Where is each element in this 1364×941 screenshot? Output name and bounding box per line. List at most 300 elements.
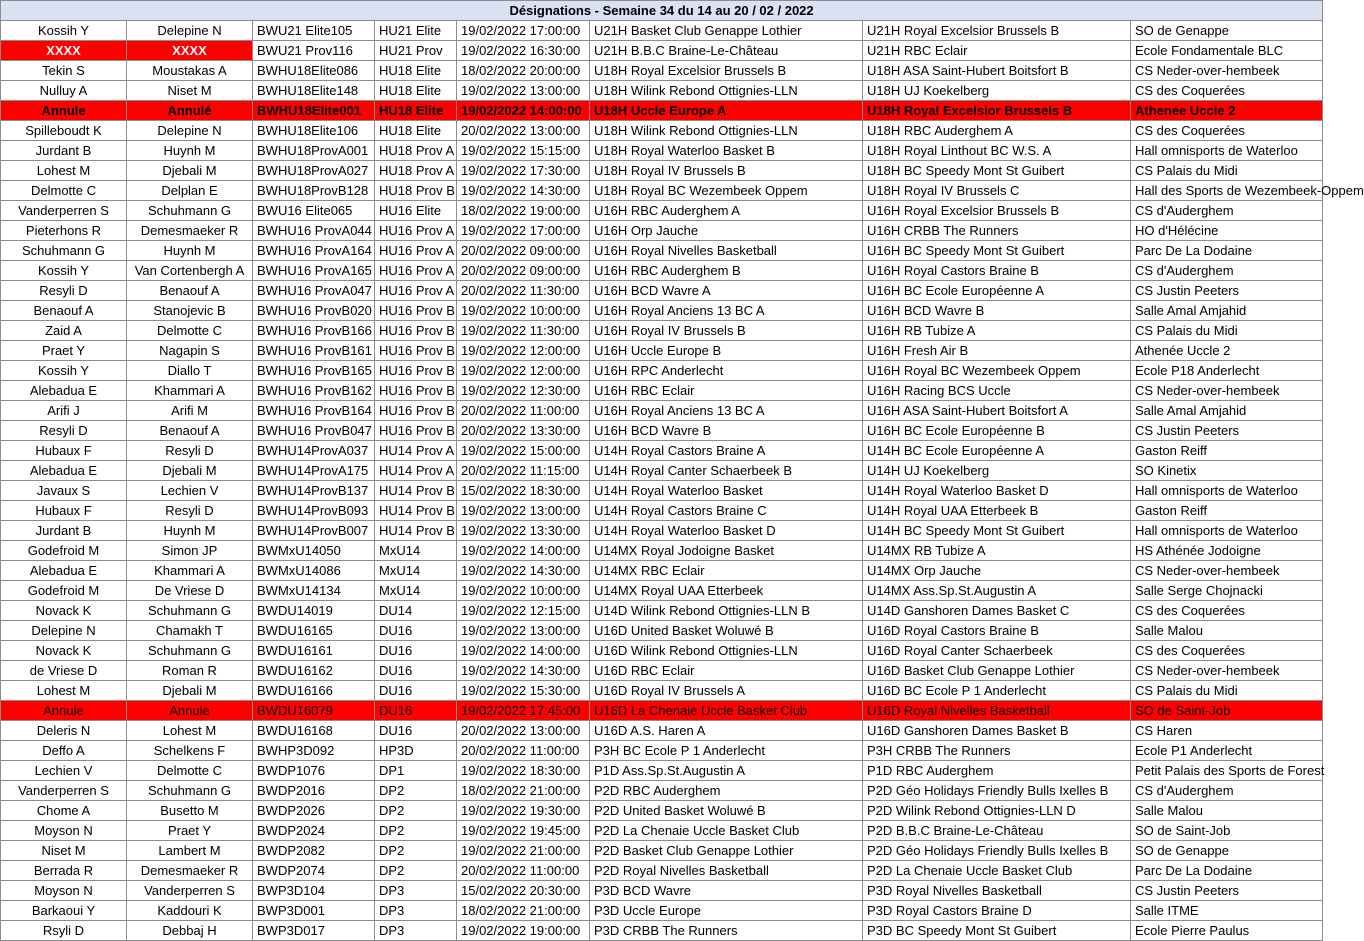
match-row bbox=[1, 181, 1323, 201]
referee-2-cell: Delepine N bbox=[127, 121, 253, 141]
division-cell: HU16 Prov B bbox=[375, 341, 457, 361]
referee-1-cell: Deleris N bbox=[1, 721, 127, 741]
home-team-cell: U18H Royal IV Brussels B bbox=[590, 161, 863, 181]
referee-2-cell: Schuhmann G bbox=[127, 201, 253, 221]
home-team-cell: U16H BCD Wavre A bbox=[590, 281, 863, 301]
match-row bbox=[1, 861, 1323, 881]
match-row bbox=[1, 141, 1323, 161]
away-team-cell: U14H Royal Waterloo Basket D bbox=[863, 481, 1131, 501]
match-row bbox=[1, 221, 1323, 241]
home-team-cell: U16H RPC Anderlecht bbox=[590, 361, 863, 381]
division-cell: HU14 Prov A bbox=[375, 441, 457, 461]
match-code-cell: BWDU14019 bbox=[253, 601, 375, 621]
datetime-cell: 19/02/2022 13:00:00 bbox=[457, 501, 590, 521]
division-cell: HU16 Prov B bbox=[375, 361, 457, 381]
home-team-cell: U16H Royal IV Brussels B bbox=[590, 321, 863, 341]
match-row bbox=[1, 521, 1323, 541]
referee-2-cell: Delepine N bbox=[127, 21, 253, 41]
referee-2-cell: Kaddouri K bbox=[127, 901, 253, 921]
datetime-cell: 20/02/2022 11:00:00 bbox=[457, 401, 590, 421]
datetime-cell: 19/02/2022 11:30:00 bbox=[457, 321, 590, 341]
match-row bbox=[1, 321, 1323, 341]
venue-cell: Athenée Uccle 2 bbox=[1131, 101, 1323, 121]
division-cell: DU16 bbox=[375, 681, 457, 701]
venue-cell: Salle Malou bbox=[1131, 621, 1323, 641]
referee-1-cell: Annule bbox=[1, 701, 127, 721]
match-code-cell: BWHU16 ProvA164 bbox=[253, 241, 375, 261]
referee-2-cell: XXXX bbox=[127, 41, 253, 61]
referee-2-cell: Schuhmann G bbox=[127, 601, 253, 621]
datetime-cell: 20/02/2022 09:00:00 bbox=[457, 261, 590, 281]
away-team-cell: U16H BC Ecole Européenne B bbox=[863, 421, 1131, 441]
match-code-cell: BWHU18ProvA027 bbox=[253, 161, 375, 181]
venue-cell: HS Athénée Jodoigne bbox=[1131, 541, 1323, 561]
match-row bbox=[1, 301, 1323, 321]
match-code-cell: BWDU16079 bbox=[253, 701, 375, 721]
venue-cell: Ecole Fondamentale BLC bbox=[1131, 41, 1323, 61]
referee-2-cell: Vanderperren S bbox=[127, 881, 253, 901]
referee-1-cell: Lechien V bbox=[1, 761, 127, 781]
match-code-cell: BWHU18Elite106 bbox=[253, 121, 375, 141]
division-cell: HU16 Prov A bbox=[375, 241, 457, 261]
referee-2-cell: Annulé bbox=[127, 101, 253, 121]
home-team-cell: U18H Royal Excelsior Brussels B bbox=[590, 61, 863, 81]
division-cell: MxU14 bbox=[375, 541, 457, 561]
referee-1-cell: Spilleboudt K bbox=[1, 121, 127, 141]
home-team-cell: P2D RBC Auderghem bbox=[590, 781, 863, 801]
match-code-cell: BWU21 Elite105 bbox=[253, 21, 375, 41]
division-cell: HU16 Prov B bbox=[375, 321, 457, 341]
referee-1-cell: Novack K bbox=[1, 641, 127, 661]
division-cell: HU16 Prov B bbox=[375, 401, 457, 421]
home-team-cell: U16D Wilink Rebond Ottignies-LLN bbox=[590, 641, 863, 661]
title-row bbox=[1, 1, 1323, 21]
division-cell: HU18 Elite bbox=[375, 81, 457, 101]
referee-1-cell: Lohest M bbox=[1, 681, 127, 701]
referee-2-cell: Delmotte C bbox=[127, 761, 253, 781]
referee-2-cell: Delmotte C bbox=[127, 321, 253, 341]
referee-1-cell: Kossih Y bbox=[1, 361, 127, 381]
referee-2-cell: Busetto M bbox=[127, 801, 253, 821]
venue-cell: SO de Saint-Job bbox=[1131, 701, 1323, 721]
datetime-cell: 19/02/2022 14:00:00 bbox=[457, 541, 590, 561]
match-code-cell: BWHU16 ProvB165 bbox=[253, 361, 375, 381]
venue-cell: Hall des Sports de Wezembeek-Oppem bbox=[1131, 181, 1323, 201]
referee-1-cell: Javaux S bbox=[1, 481, 127, 501]
referee-2-cell: Simon JP bbox=[127, 541, 253, 561]
division-cell: HU18 Prov A bbox=[375, 141, 457, 161]
away-team-cell: P3D Royal Nivelles Basketball bbox=[863, 881, 1131, 901]
home-team-cell: U18H Royal BC Wezembeek Oppem bbox=[590, 181, 863, 201]
referee-2-cell: Niset M bbox=[127, 81, 253, 101]
datetime-cell: 20/02/2022 11:00:00 bbox=[457, 741, 590, 761]
referee-1-cell: Tekin S bbox=[1, 61, 127, 81]
away-team-cell: U16H BCD Wavre B bbox=[863, 301, 1131, 321]
referee-2-cell: Roman R bbox=[127, 661, 253, 681]
match-row bbox=[1, 621, 1323, 641]
match-row bbox=[1, 401, 1323, 421]
home-team-cell: U18H Wilink Rebond Ottignies-LLN bbox=[590, 81, 863, 101]
venue-cell: CS Haren bbox=[1131, 721, 1323, 741]
home-team-cell: U14MX RBC Eclair bbox=[590, 561, 863, 581]
datetime-cell: 19/02/2022 14:00:00 bbox=[457, 101, 590, 121]
venue-cell: CS Justin Peeters bbox=[1131, 881, 1323, 901]
away-team-cell: P2D B.B.C Braine-Le-Château bbox=[863, 821, 1131, 841]
referee-1-cell: Hubaux F bbox=[1, 501, 127, 521]
division-cell: HU16 Prov B bbox=[375, 421, 457, 441]
datetime-cell: 18/02/2022 20:00:00 bbox=[457, 61, 590, 81]
match-row bbox=[1, 841, 1323, 861]
referee-1-cell: Berrada R bbox=[1, 861, 127, 881]
venue-cell: CS Justin Peeters bbox=[1131, 281, 1323, 301]
away-team-cell: U21H Royal Excelsior Brussels B bbox=[863, 21, 1131, 41]
home-team-cell: U16H RBC Eclair bbox=[590, 381, 863, 401]
match-code-cell: BWDU16162 bbox=[253, 661, 375, 681]
away-team-cell: P2D Géo Holidays Friendly Bulls Ixelles B bbox=[863, 781, 1131, 801]
division-cell: DP2 bbox=[375, 801, 457, 821]
match-row bbox=[1, 121, 1323, 141]
datetime-cell: 19/02/2022 12:00:00 bbox=[457, 361, 590, 381]
match-code-cell: BWP3D001 bbox=[253, 901, 375, 921]
division-cell: MxU14 bbox=[375, 561, 457, 581]
referee-2-cell: Van Cortenbergh A bbox=[127, 261, 253, 281]
match-row bbox=[1, 201, 1323, 221]
match-code-cell: BWHU18Elite001 bbox=[253, 101, 375, 121]
referee-1-cell: Niset M bbox=[1, 841, 127, 861]
match-code-cell: BWDU16168 bbox=[253, 721, 375, 741]
away-team-cell: U18H UJ Koekelberg bbox=[863, 81, 1131, 101]
home-team-cell: U14H Royal Castors Braine C bbox=[590, 501, 863, 521]
referee-2-cell: Moustakas A bbox=[127, 61, 253, 81]
venue-cell: Hall omnisports de Waterloo bbox=[1131, 141, 1323, 161]
home-team-cell: U14H Royal Castors Braine A bbox=[590, 441, 863, 461]
datetime-cell: 19/02/2022 12:15:00 bbox=[457, 601, 590, 621]
division-cell: DU16 bbox=[375, 661, 457, 681]
home-team-cell: P3D BCD Wavre bbox=[590, 881, 863, 901]
division-cell: HU16 Elite bbox=[375, 201, 457, 221]
home-team-cell: U16D United Basket Woluwé B bbox=[590, 621, 863, 641]
datetime-cell: 18/02/2022 19:00:00 bbox=[457, 201, 590, 221]
division-cell: DU14 bbox=[375, 601, 457, 621]
match-code-cell: BWHU16 ProvB020 bbox=[253, 301, 375, 321]
venue-cell: CS d'Auderghem bbox=[1131, 201, 1323, 221]
referee-2-cell: Praet Y bbox=[127, 821, 253, 841]
venue-cell: CS d'Auderghem bbox=[1131, 261, 1323, 281]
away-team-cell: U16D Royal Castors Braine B bbox=[863, 621, 1131, 641]
datetime-cell: 19/02/2022 12:00:00 bbox=[457, 341, 590, 361]
match-code-cell: BWHU16 ProvB162 bbox=[253, 381, 375, 401]
home-team-cell: U16D Royal IV Brussels A bbox=[590, 681, 863, 701]
venue-cell: Gaston Reiff bbox=[1131, 441, 1323, 461]
home-team-cell: U16H Royal Nivelles Basketball bbox=[590, 241, 863, 261]
referee-1-cell: Schuhmann G bbox=[1, 241, 127, 261]
referee-2-cell: Khammari A bbox=[127, 381, 253, 401]
datetime-cell: 19/02/2022 14:30:00 bbox=[457, 561, 590, 581]
away-team-cell: U18H BC Speedy Mont St Guibert bbox=[863, 161, 1131, 181]
referee-2-cell: Djebali M bbox=[127, 461, 253, 481]
referee-1-cell: Alebadua E bbox=[1, 461, 127, 481]
match-row bbox=[1, 81, 1323, 101]
datetime-cell: 19/02/2022 17:30:00 bbox=[457, 161, 590, 181]
match-row bbox=[1, 381, 1323, 401]
datetime-cell: 19/02/2022 16:30:00 bbox=[457, 41, 590, 61]
away-team-cell: U16H BC Speedy Mont St Guibert bbox=[863, 241, 1131, 261]
division-cell: HU16 Prov B bbox=[375, 381, 457, 401]
match-row bbox=[1, 21, 1323, 41]
division-cell: HU18 Prov A bbox=[375, 161, 457, 181]
venue-cell: SO de Genappe bbox=[1131, 841, 1323, 861]
match-row bbox=[1, 281, 1323, 301]
match-code-cell: BWDU16166 bbox=[253, 681, 375, 701]
home-team-cell: U16H Royal Anciens 13 BC A bbox=[590, 401, 863, 421]
away-team-cell: U14D Ganshoren Dames Basket C bbox=[863, 601, 1131, 621]
home-team-cell: U18H Uccle Europe A bbox=[590, 101, 863, 121]
referee-1-cell: Arifi J bbox=[1, 401, 127, 421]
home-team-cell: P3D Uccle Europe bbox=[590, 901, 863, 921]
match-code-cell: BWMxU14050 bbox=[253, 541, 375, 561]
match-code-cell: BWHU14ProvA175 bbox=[253, 461, 375, 481]
venue-cell: Athenée Uccle 2 bbox=[1131, 341, 1323, 361]
referee-1-cell: de Vriese D bbox=[1, 661, 127, 681]
division-cell: DP1 bbox=[375, 761, 457, 781]
match-row bbox=[1, 741, 1323, 761]
venue-cell: Salle Amal Amjahid bbox=[1131, 301, 1323, 321]
match-code-cell: BWDP2026 bbox=[253, 801, 375, 821]
division-cell: DU16 bbox=[375, 621, 457, 641]
referee-1-cell: Barkaoui Y bbox=[1, 901, 127, 921]
away-team-cell: U21H RBC Eclair bbox=[863, 41, 1131, 61]
away-team-cell: U14MX Ass.Sp.St.Augustin A bbox=[863, 581, 1131, 601]
datetime-cell: 19/02/2022 15:00:00 bbox=[457, 441, 590, 461]
match-code-cell: BWP3D104 bbox=[253, 881, 375, 901]
match-code-cell: BWHU16 ProvB047 bbox=[253, 421, 375, 441]
referee-1-cell: Pieterhons R bbox=[1, 221, 127, 241]
away-team-cell: U18H ASA Saint-Hubert Boitsfort B bbox=[863, 61, 1131, 81]
away-team-cell: U14MX RB Tubize A bbox=[863, 541, 1131, 561]
referee-1-cell: Vanderperren S bbox=[1, 781, 127, 801]
away-team-cell: U16H Royal BC Wezembeek Oppem bbox=[863, 361, 1131, 381]
match-code-cell: BWDP2016 bbox=[253, 781, 375, 801]
referee-2-cell: Chamakh T bbox=[127, 621, 253, 641]
cancelled-match-row bbox=[1, 701, 1323, 721]
match-row bbox=[1, 461, 1323, 481]
match-row bbox=[1, 501, 1323, 521]
division-cell: HU18 Prov B bbox=[375, 181, 457, 201]
venue-cell: SO de Saint-Job bbox=[1131, 821, 1323, 841]
division-cell: HU14 Prov A bbox=[375, 461, 457, 481]
division-cell: HU18 Elite bbox=[375, 61, 457, 81]
referee-1-cell: Alebadua E bbox=[1, 561, 127, 581]
referee-1-cell: Jurdant B bbox=[1, 521, 127, 541]
match-code-cell: BWHU14ProvB007 bbox=[253, 521, 375, 541]
venue-cell: CS Palais du Midi bbox=[1131, 321, 1323, 341]
referee-1-cell: Chome A bbox=[1, 801, 127, 821]
away-team-cell: U14MX Orp Jauche bbox=[863, 561, 1131, 581]
home-team-cell: U14MX Royal Jodoigne Basket bbox=[590, 541, 863, 561]
datetime-cell: 18/02/2022 21:00:00 bbox=[457, 781, 590, 801]
referee-2-cell: Lechien V bbox=[127, 481, 253, 501]
referee-1-cell: Delepine N bbox=[1, 621, 127, 641]
match-row bbox=[1, 241, 1323, 261]
venue-cell: Ecole P18 Anderlecht bbox=[1131, 361, 1323, 381]
match-row bbox=[1, 261, 1323, 281]
division-cell: HU18 Elite bbox=[375, 101, 457, 121]
match-row bbox=[1, 61, 1323, 81]
referee-2-cell: Khammari A bbox=[127, 561, 253, 581]
away-team-cell: P2D Géo Holidays Friendly Bulls Ixelles B bbox=[863, 841, 1131, 861]
referee-1-cell: Kossih Y bbox=[1, 21, 127, 41]
division-cell: HU14 Prov B bbox=[375, 521, 457, 541]
away-team-cell: P2D Wilink Rebond Ottignies-LLN D bbox=[863, 801, 1131, 821]
datetime-cell: 19/02/2022 19:30:00 bbox=[457, 801, 590, 821]
referee-2-cell: Djebali M bbox=[127, 161, 253, 181]
away-team-cell: U16D Basket Club Genappe Lothier bbox=[863, 661, 1131, 681]
datetime-cell: 19/02/2022 17:00:00 bbox=[457, 21, 590, 41]
away-team-cell: U16H BC Ecole Européenne A bbox=[863, 281, 1131, 301]
division-cell: DP2 bbox=[375, 841, 457, 861]
match-code-cell: BWHU18ProvB128 bbox=[253, 181, 375, 201]
match-row bbox=[1, 641, 1323, 661]
referee-1-cell: Delmotte C bbox=[1, 181, 127, 201]
match-row bbox=[1, 161, 1323, 181]
away-team-cell: U16D Royal Nivelles Basketball bbox=[863, 701, 1131, 721]
referee-1-cell: Deffo A bbox=[1, 741, 127, 761]
division-cell: HU16 Prov A bbox=[375, 221, 457, 241]
datetime-cell: 20/02/2022 11:00:00 bbox=[457, 861, 590, 881]
division-cell: DU16 bbox=[375, 641, 457, 661]
match-row bbox=[1, 901, 1323, 921]
datetime-cell: 20/02/2022 13:00:00 bbox=[457, 121, 590, 141]
referee-2-cell: Delplan E bbox=[127, 181, 253, 201]
referee-1-cell: Godefroid M bbox=[1, 541, 127, 561]
referee-1-cell: Jurdant B bbox=[1, 141, 127, 161]
match-row bbox=[1, 601, 1323, 621]
match-row bbox=[1, 721, 1323, 741]
venue-cell: Parc De La Dodaine bbox=[1131, 861, 1323, 881]
venue-cell: SO Kinetix bbox=[1131, 461, 1323, 481]
away-team-cell: P2D La Chenaie Uccle Basket Club bbox=[863, 861, 1131, 881]
away-team-cell: U16H Racing BCS Uccle bbox=[863, 381, 1131, 401]
venue-cell: Ecole P1 Anderlecht bbox=[1131, 741, 1323, 761]
division-cell: DU16 bbox=[375, 721, 457, 741]
referee-1-cell: Hubaux F bbox=[1, 441, 127, 461]
referee-1-cell: Kossih Y bbox=[1, 261, 127, 281]
division-cell: HP3D bbox=[375, 741, 457, 761]
away-team-cell: U16H Fresh Air B bbox=[863, 341, 1131, 361]
away-team-cell: U16D Ganshoren Dames Basket B bbox=[863, 721, 1131, 741]
match-code-cell: BWHU18ProvA001 bbox=[253, 141, 375, 161]
referee-1-cell: Benaouf A bbox=[1, 301, 127, 321]
referee-1-cell: Praet Y bbox=[1, 341, 127, 361]
referee-2-cell: Resyli D bbox=[127, 441, 253, 461]
match-code-cell: BWDP2074 bbox=[253, 861, 375, 881]
match-code-cell: BWDU16161 bbox=[253, 641, 375, 661]
home-team-cell: U18H Royal Waterloo Basket B bbox=[590, 141, 863, 161]
venue-cell: CS Neder-over-hembeek bbox=[1131, 661, 1323, 681]
venue-cell: Salle Malou bbox=[1131, 801, 1323, 821]
home-team-cell: U16H RBC Auderghem A bbox=[590, 201, 863, 221]
away-team-cell: U14H UJ Koekelberg bbox=[863, 461, 1131, 481]
away-team-cell: U14H Royal UAA Etterbeek B bbox=[863, 501, 1131, 521]
referee-2-cell: Schelkens F bbox=[127, 741, 253, 761]
match-row bbox=[1, 581, 1323, 601]
home-team-cell: U16H RBC Auderghem B bbox=[590, 261, 863, 281]
away-team-cell: U18H RBC Auderghem A bbox=[863, 121, 1131, 141]
away-team-cell: U18H Royal IV Brussels C bbox=[863, 181, 1131, 201]
referee-2-cell: Lohest M bbox=[127, 721, 253, 741]
match-row bbox=[1, 821, 1323, 841]
home-team-cell: U16H Uccle Europe B bbox=[590, 341, 863, 361]
referee-2-cell: Huynh M bbox=[127, 521, 253, 541]
home-team-cell: U16H Royal Anciens 13 BC A bbox=[590, 301, 863, 321]
datetime-cell: 20/02/2022 11:15:00 bbox=[457, 461, 590, 481]
venue-cell: Hall omnisports de Waterloo bbox=[1131, 521, 1323, 541]
division-cell: HU16 Prov A bbox=[375, 281, 457, 301]
datetime-cell: 19/02/2022 12:30:00 bbox=[457, 381, 590, 401]
datetime-cell: 19/02/2022 13:00:00 bbox=[457, 621, 590, 641]
match-code-cell: BWHU18Elite148 bbox=[253, 81, 375, 101]
referee-2-cell: Nagapin S bbox=[127, 341, 253, 361]
referee-2-cell: Benaouf A bbox=[127, 281, 253, 301]
venue-cell: CS des Coquerées bbox=[1131, 601, 1323, 621]
home-team-cell: P2D Basket Club Genappe Lothier bbox=[590, 841, 863, 861]
match-code-cell: BWHU14ProvB093 bbox=[253, 501, 375, 521]
referee-2-cell: Diallo T bbox=[127, 361, 253, 381]
datetime-cell: 19/02/2022 13:00:00 bbox=[457, 81, 590, 101]
referee-1-cell: Vanderperren S bbox=[1, 201, 127, 221]
away-team-cell: U16H Royal Castors Braine B bbox=[863, 261, 1131, 281]
venue-cell: SO de Genappe bbox=[1131, 21, 1323, 41]
match-code-cell: BWHU16 ProvB161 bbox=[253, 341, 375, 361]
match-row bbox=[1, 661, 1323, 681]
match-row bbox=[1, 421, 1323, 441]
datetime-cell: 19/02/2022 17:45:00 bbox=[457, 701, 590, 721]
referee-2-cell: Annule bbox=[127, 701, 253, 721]
division-cell: DP3 bbox=[375, 901, 457, 921]
cancelled-match-row bbox=[1, 101, 1323, 121]
venue-cell: CS Neder-over-hembeek bbox=[1131, 381, 1323, 401]
datetime-cell: 20/02/2022 09:00:00 bbox=[457, 241, 590, 261]
home-team-cell: U16H BCD Wavre B bbox=[590, 421, 863, 441]
away-team-cell: P3D Royal Castors Braine D bbox=[863, 901, 1131, 921]
cancelled-match-row bbox=[1, 41, 1323, 61]
away-team-cell: U18H Royal Linthout BC W.S. A bbox=[863, 141, 1131, 161]
venue-cell: Salle Serge Chojnacki bbox=[1131, 581, 1323, 601]
match-code-cell: BWDP2082 bbox=[253, 841, 375, 861]
home-team-cell: U14H Royal Canter Schaerbeek B bbox=[590, 461, 863, 481]
venue-cell: CS Palais du Midi bbox=[1131, 681, 1323, 701]
match-code-cell: BWHU16 ProvB164 bbox=[253, 401, 375, 421]
home-team-cell: U14MX Royal UAA Etterbeek bbox=[590, 581, 863, 601]
referee-1-cell: Resyli D bbox=[1, 421, 127, 441]
match-row bbox=[1, 341, 1323, 361]
referee-2-cell: Lambert M bbox=[127, 841, 253, 861]
venue-cell: Salle Amal Amjahid bbox=[1131, 401, 1323, 421]
match-row bbox=[1, 921, 1323, 941]
home-team-cell: U16D La Chenaie Uccle Basket Club bbox=[590, 701, 863, 721]
venue-cell: CS Neder-over-hembeek bbox=[1131, 561, 1323, 581]
division-cell: HU16 Prov A bbox=[375, 261, 457, 281]
match-code-cell: BWU16 Elite065 bbox=[253, 201, 375, 221]
page-title: Désignations - Semaine 34 du 14 au 20 / 02 / 2022 bbox=[1, 1, 1323, 21]
referee-2-cell: Demesmaeker R bbox=[127, 221, 253, 241]
referee-2-cell: Schuhmann G bbox=[127, 781, 253, 801]
datetime-cell: 15/02/2022 20:30:00 bbox=[457, 881, 590, 901]
home-team-cell: U21H B.B.C Braine-Le-Château bbox=[590, 41, 863, 61]
referee-1-cell: Resyli D bbox=[1, 281, 127, 301]
datetime-cell: 15/02/2022 18:30:00 bbox=[457, 481, 590, 501]
datetime-cell: 20/02/2022 13:00:00 bbox=[457, 721, 590, 741]
